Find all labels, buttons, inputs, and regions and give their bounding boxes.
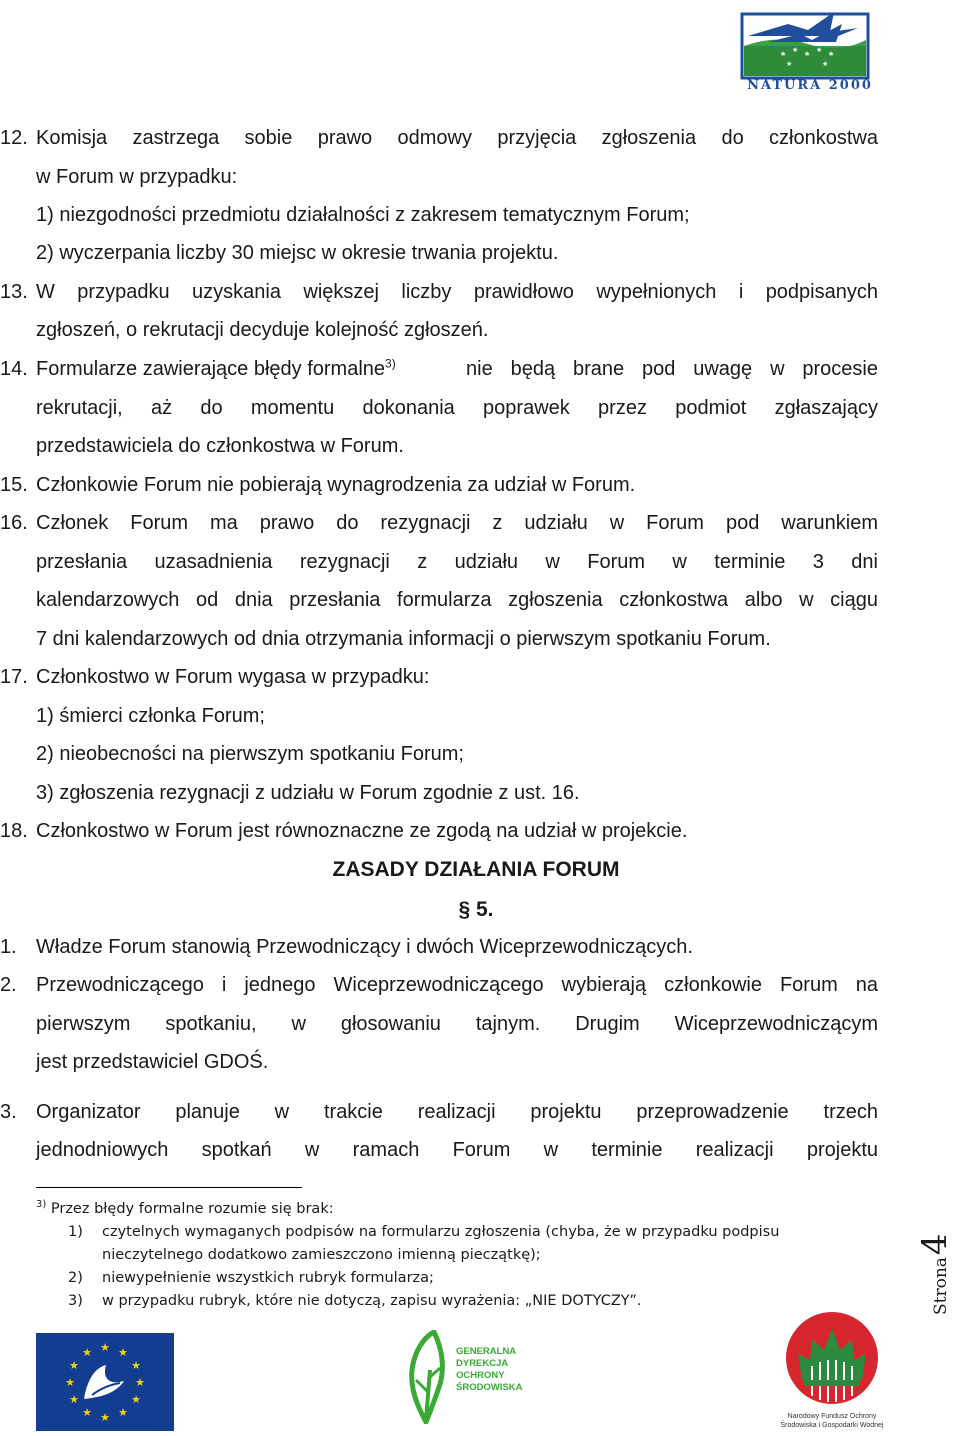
nfos-logo xyxy=(782,1310,882,1434)
svg-text:★: ★ xyxy=(816,46,823,54)
footnote-item-3-line-1: w przypadku rubryk, które nie dotyczą, zapisu wyrażenia: „NIE DOTYCZY”. xyxy=(102,1293,642,1309)
footnote-item-2-number: 2) xyxy=(68,1270,83,1286)
natura-2000-logo xyxy=(738,6,874,96)
svg-text:★: ★ xyxy=(822,60,829,68)
footnote-intro-text: Przez błędy formalne rozumie się brak: xyxy=(50,1201,334,1217)
svg-text:★: ★ xyxy=(100,1411,110,1424)
point-16-number: 16. xyxy=(0,512,28,534)
point-17-sub-1: 1) śmierci członka Forum; xyxy=(36,705,265,727)
svg-text:★: ★ xyxy=(100,1341,110,1354)
point-17-line-1: Członkostwo w Forum wygasa w przypadku: xyxy=(36,666,430,688)
nfos-emblem xyxy=(782,1310,882,1408)
nfos-text-line-2: Środowiska i Gospodarki Wodnej xyxy=(780,1422,884,1429)
point-12-number: 12. xyxy=(0,127,28,149)
svg-text:★: ★ xyxy=(65,1376,75,1389)
footnote-item-2-line-1: niewypełnienie wszystkich rubryk formularza; xyxy=(102,1270,434,1286)
point-18-line-1: Członkostwo w Forum jest równoznaczne ze zgodą na udział w projekcie. xyxy=(36,820,688,842)
point-14-line-1b: nie będą brane pod uwagę w procesie xyxy=(466,358,878,380)
rule-2-line-2: pierwszym spotkaniu, w głosowaniu tajnym. Drugim Wiceprzewodniczącym xyxy=(36,1013,878,1035)
section-title: ZASADY DZIAŁANIA FORUM xyxy=(332,858,620,881)
rule-2-line-1: Przewodniczącego i jednego Wiceprzewodniczącego wybierają członkowie Forum na xyxy=(36,974,878,996)
point-13-line-2: zgłoszeń, o rekrutacji decyduje kolejność zgłoszeń. xyxy=(36,319,489,341)
point-12-sub-2: 2) wyczerpania liczby 30 miejsc w okresie trwania projektu. xyxy=(36,242,559,264)
footnote-separator xyxy=(36,1187,302,1188)
gdos-logo xyxy=(404,1330,523,1426)
point-16-line-2: przesłania uzasadnienia rezygnacji z udziału w Forum w terminie 3 dni xyxy=(36,551,878,573)
page-marker-rotated xyxy=(915,1215,955,1315)
leaf-icon xyxy=(404,1330,450,1424)
rule-1-number: 1. xyxy=(0,936,17,958)
svg-text:★: ★ xyxy=(82,1406,92,1419)
gdos-text-line-1: GENERALNA xyxy=(456,1346,517,1357)
rule-2-number: 2. xyxy=(0,974,17,996)
svg-text:★: ★ xyxy=(792,46,799,54)
rule-3-number: 3. xyxy=(0,1101,17,1123)
point-17-number: 17. xyxy=(0,666,28,688)
point-16-line-3: kalendarzowych od dnia przesłania formularza zgłoszenia członkostwa albo w ciągu xyxy=(36,589,878,611)
svg-text:★: ★ xyxy=(69,1393,79,1406)
rule-3-line-1: Organizator planuje w trakcie realizacji projektu przeprowadzenie trzech xyxy=(36,1101,878,1123)
natura-logo-text: NATURA 2000 xyxy=(747,78,873,93)
svg-text:★: ★ xyxy=(786,60,793,68)
eu-stars-icon xyxy=(36,1333,174,1431)
footnote-ref: 3) xyxy=(385,356,396,371)
point-14-line-1-text: Formularze zawierające błędy formalne xyxy=(36,358,386,380)
footnote-mark: 3) xyxy=(36,1199,47,1211)
point-14-line-2: rekrutacji, aż do momentu dokonania poprawek przez podmiot zgłaszający xyxy=(36,397,878,419)
point-15-number: 15. xyxy=(0,474,28,496)
point-17-sub-2: 2) nieobecności na pierwszym spotkaniu Forum; xyxy=(36,743,464,765)
point-14-line-1a xyxy=(36,357,396,381)
point-13-number: 13. xyxy=(0,281,28,303)
point-16-line-4: 7 dni kalendarzowych od dnia otrzymania informacji o pierwszym spotkaniu Forum. xyxy=(36,628,771,650)
point-12-line-2: w Forum w przypadku: xyxy=(36,166,238,188)
svg-text:★: ★ xyxy=(82,1346,92,1359)
point-16-line-1: Członek Forum ma prawo do rezygnacji z udziału w Forum pod warunkiem xyxy=(36,512,878,534)
footnote-item-1-number: 1) xyxy=(68,1224,83,1240)
point-17-sub-3: 3) zgłoszenia rezygnacji z udziału w Forum zgodnie z ust. 16. xyxy=(36,782,580,804)
page-marker xyxy=(905,1225,960,1315)
point-12-sub-1: 1) niezgodności przedmiotu działalności z zakresem tematycznym Forum; xyxy=(36,204,690,226)
point-15-line-1: Członkowie Forum nie pobierają wynagrodzenia za udział w Forum. xyxy=(36,474,636,496)
footnote-item-3-number: 3) xyxy=(68,1293,83,1309)
point-14-number: 14. xyxy=(0,358,28,380)
svg-text:★: ★ xyxy=(118,1406,128,1419)
svg-text:★: ★ xyxy=(131,1359,141,1372)
footnote-item-1-line-2: nieczytelnego dodatkowo zamieszczono imienną pieczątkę); xyxy=(102,1247,541,1263)
rule-1-line-1: Władze Forum stanowią Przewodniczący i dwóch Wiceprzewodniczących. xyxy=(36,936,693,958)
svg-text:★: ★ xyxy=(804,50,811,58)
svg-text:★: ★ xyxy=(118,1346,128,1359)
rule-2-line-3: jest przedstawiciel GDOŚ. xyxy=(36,1051,269,1073)
svg-text:★: ★ xyxy=(780,50,787,58)
section-paragraph-number: § 5. xyxy=(458,898,494,921)
point-13-line-1: W przypadku uzyskania większej liczby prawidłowo wypełnionych i podpisanych xyxy=(36,281,878,303)
point-12-line-1: Komisja zastrzega sobie prawo odmowy przyjęcia zgłoszenia do członkostwa xyxy=(36,127,878,149)
svg-text:★: ★ xyxy=(69,1359,79,1372)
svg-text:★: ★ xyxy=(828,50,835,58)
rule-3-line-2: jednodniowych spotkań w ramach Forum w terminie realizacji projektu xyxy=(36,1139,878,1161)
footnote-intro xyxy=(36,1199,334,1219)
point-14-line-3: przedstawiciela do członkostwa w Forum. xyxy=(36,435,404,457)
nfos-text-line-1: Narodowy Fundusz Ochrony xyxy=(787,1413,877,1420)
gdos-text-line-4: ŚRODOWISKA xyxy=(456,1382,523,1393)
eu-life-logo xyxy=(36,1333,174,1431)
page-marker-label: Strona xyxy=(931,1257,951,1315)
point-18-number: 18. xyxy=(0,820,28,842)
svg-text:★: ★ xyxy=(135,1376,145,1389)
page-number: 4 xyxy=(915,1233,955,1256)
gdos-text-line-2: DYREKCJA xyxy=(456,1358,509,1369)
footnote-item-1-line-1: czytelnych wymaganych podpisów na formularzu zgłoszenia (chyba, że w przypadku podpisu xyxy=(102,1224,780,1240)
gdos-text-line-3: OCHRONY xyxy=(456,1370,505,1381)
svg-text:★: ★ xyxy=(131,1393,141,1406)
